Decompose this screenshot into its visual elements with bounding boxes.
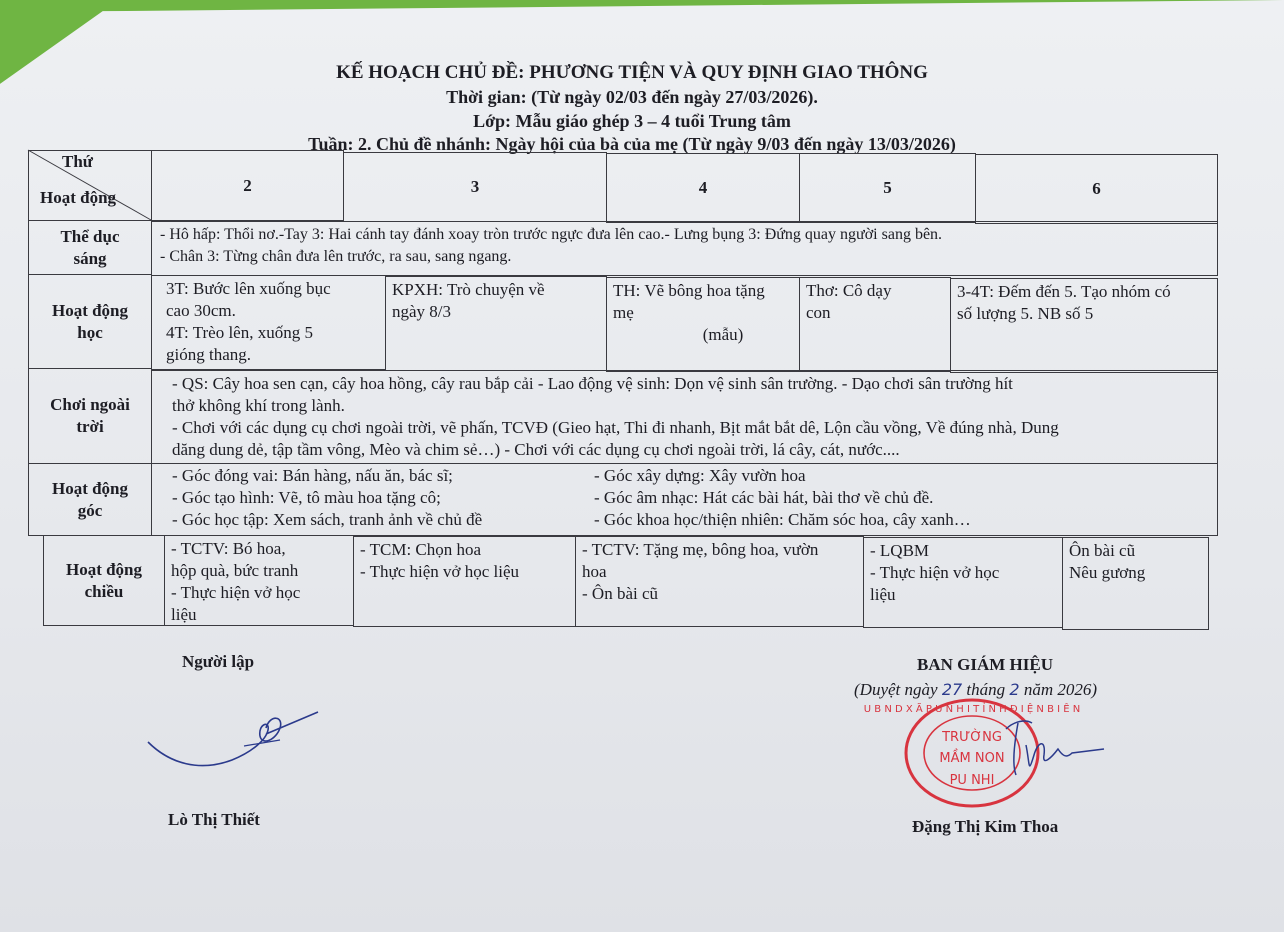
content-line: - Thực hiện vở học (870, 563, 1000, 582)
content-line: số lượng 5. NB số 5 (957, 304, 1094, 323)
row-label-line: Thể dục (60, 226, 120, 246)
row-label-learning (28, 274, 152, 369)
content-line: - TCTV: Tặng mẹ, bông hoa, vườn (582, 540, 819, 559)
learning-thursday (799, 277, 951, 372)
content-line: - Thực hiện vở học liệu (360, 562, 520, 581)
content-line: TH: Vẽ bông hoa tặng (613, 281, 765, 300)
content-line: - Góc khoa học/thiện nhiên: Chăm sóc hoa, cây xanh… (594, 510, 971, 529)
afternoon-thursday (863, 537, 1063, 628)
content-line: hoa (582, 562, 607, 581)
content-line: - Chân 3: Từng chân đưa lên trước, ra sau, sang ngang. (160, 248, 512, 265)
content-line: - Chơi với các dụng cụ chơi ngoài trời, vẽ phấn, TCVĐ (Gieo hạt, Thi đi nhanh, Bịt mắt bắt dê, Lộn cầu vồng, Về đúng nhà, Dung (172, 418, 1059, 437)
corner-activities-content (151, 463, 1218, 536)
afternoon-tuesday (353, 536, 576, 627)
content-line: - TCTV: Bó hoa, (171, 539, 286, 558)
stamp-ring-text: U B N D X Ã P U N H I T Ỉ N H Đ I Ệ N B I Ê N (863, 704, 1081, 715)
content-line: ngày 8/3 (392, 302, 452, 321)
content-line: - Thực hiện vở học (171, 583, 301, 602)
learning-wednesday (606, 277, 800, 372)
content-line: Ôn bài cũ (1069, 541, 1136, 560)
content-line: - TCM: Chọn hoa (360, 540, 482, 559)
content-line: - Góc đóng vai: Bán hàng, nấu ăn, bác sĩ; (172, 466, 453, 485)
corner-activity-label: Hoạt động (40, 188, 117, 207)
approval-text: (Duyệt ngày (854, 680, 938, 699)
creator-label: Người lập (182, 652, 255, 671)
content-line: - Góc âm nhạc: Hát các bài hát, bài thơ về chủ đề. (594, 488, 934, 507)
creator-signature (140, 700, 340, 780)
approval-text: tháng (966, 680, 1006, 699)
content-line: con (806, 303, 831, 322)
plan-time: Thời gian: (Từ ngày 02/03 đến ngày 27/03/2026). (446, 87, 818, 107)
content-line: Nêu gương (1069, 563, 1146, 582)
content-line: dăng dung dẻ, tập tầm vông, Mèo và chim sẻ…) - Chơi với các dụng cụ chơi ngoài trời, lá cây, cát, nước.... (172, 440, 900, 459)
row-label-line: Hoạt động (51, 300, 129, 320)
stamp-line2: MẦM NON (939, 751, 1005, 766)
content-line: hộp quà, bức tranh (171, 561, 299, 580)
plan-week: Tuần: 2. Chủ đề nhánh: Ngày hội của bà của mẹ (Từ ngày 9/03 đến ngày 13/03/2026) (308, 134, 956, 154)
outdoor-play-content (151, 370, 1218, 464)
morning-exercise-content (151, 221, 1218, 276)
content-line: - Hô hấp: Thổi nơ.-Tay 3: Hai cánh tay đánh xoay tròn trước ngực đưa lên cao.- Lưng bụng 3: Đứng quay người sang bên. (160, 226, 943, 243)
approval-month: 2 (1009, 680, 1020, 699)
stamp-line1: TRƯỜNG (942, 730, 1002, 745)
learning-monday (151, 275, 386, 370)
row-label-line: sáng (73, 248, 107, 268)
board-label: BAN GIÁM HIỆU (917, 655, 1054, 674)
content-line: KPXH: Trò chuyện về (392, 280, 545, 299)
content-line: - QS: Cây hoa sen cạn, cây hoa hồng, cây rau bắp cải - Lao động vệ sinh: Dọn vệ sinh sân trường. - Dạo chơi sân trường hít (172, 374, 1013, 393)
row-label-afternoon (43, 535, 165, 626)
day-header-6: 6 (975, 154, 1218, 224)
row-label-line: chiều (84, 581, 124, 601)
content-line: - Góc tạo hình: Vẽ, tô màu hoa tặng cô; (172, 488, 441, 507)
content-line: 3T: Bước lên xuống bục (166, 279, 331, 298)
learning-friday (950, 278, 1218, 373)
afternoon-monday (164, 535, 354, 626)
learning-tuesday (385, 276, 607, 371)
content-line: 3-4T: Đếm đến 5. Tạo nhóm có (957, 282, 1171, 301)
stamp-line3: PU NHI (949, 773, 995, 788)
plan-title: KẾ HOẠCH CHỦ ĐỀ: PHƯƠNG TIỆN VÀ QUY ĐỊNH GIAO THÔNG (336, 62, 928, 83)
day-header-5: 5 (799, 153, 976, 223)
content-line: cao 30cm. (166, 301, 236, 320)
content-line: - Góc xây dựng: Xây vườn hoa (594, 466, 806, 485)
plan-class: Lớp: Mẫu giáo ghép 3 – 4 tuổi Trung tâm (473, 111, 791, 131)
content-line: (mẫu) (702, 325, 744, 344)
content-line: - LQBM (870, 541, 930, 560)
principal-signature (1000, 715, 1110, 785)
day-header-4: 4 (606, 153, 800, 223)
content-line: liệu (870, 585, 896, 604)
row-label-line: góc (77, 500, 103, 520)
approval-text: năm 2026) (1023, 680, 1098, 699)
day-header-2: 2 (151, 150, 344, 221)
content-line: mẹ (613, 303, 634, 322)
row-label-line: Hoạt động (65, 559, 143, 579)
row-label-outdoor-play (28, 368, 152, 464)
corner-day-label: Thứ (62, 152, 93, 171)
row-label-corner-activities (28, 463, 152, 536)
creator-name: Lò Thị Thiết (168, 810, 260, 829)
content-line: thở không khí trong lành. (172, 396, 345, 415)
content-line: gióng thang. (166, 345, 251, 364)
afternoon-wednesday (575, 536, 864, 627)
day-header-3: 3 (343, 152, 607, 222)
content-line: 4T: Trèo lên, xuống 5 (166, 323, 313, 342)
row-label-line: Chơi ngoài (50, 395, 130, 414)
row-label-line: học (77, 322, 103, 342)
principal-name: Đặng Thị Kim Thoa (912, 817, 1059, 836)
content-line: - Ôn bài cũ (582, 584, 659, 603)
row-label-line: trời (76, 417, 104, 436)
content-line: Thơ: Cô dạy (806, 281, 892, 300)
content-line: - Góc học tập: Xem sách, tranh ảnh về chủ đề (172, 510, 483, 529)
afternoon-friday (1062, 537, 1209, 630)
row-label-morning-exercise (28, 220, 152, 275)
content-line: liệu (171, 605, 197, 624)
row-label-line: Hoạt động (51, 478, 129, 498)
approval-day: 27 (941, 680, 963, 699)
